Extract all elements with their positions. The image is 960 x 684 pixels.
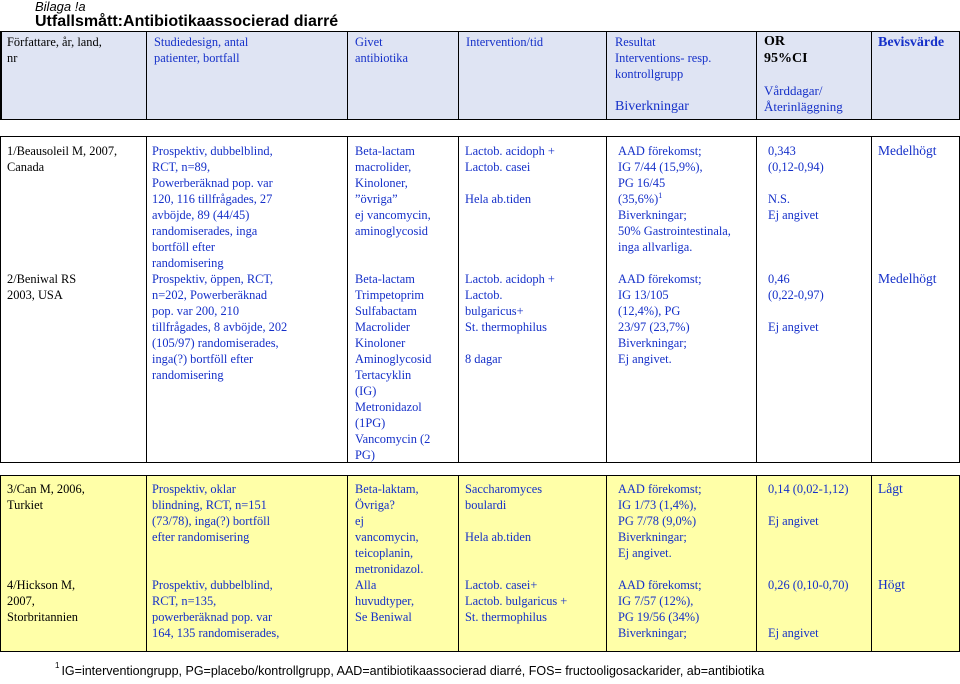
header-result: Resultat Interventions- resp. kontrollgrupp Biverkningar — [615, 35, 712, 114]
row-author: 3/Can M, 2006, Turkiet — [7, 482, 85, 512]
row-odds-ratio: 0,26 (0,10-0,70) Ej angivet — [768, 578, 849, 640]
row-intervention: Saccharomyces boulardi Hela ab.tiden — [465, 482, 543, 544]
row-odds-ratio: 0,343 (0,12-0,94) N.S. Ej angivet — [768, 144, 824, 222]
row-result: AAD förekomst; IG 13/105 (12,4%), PG 23/97 (23,7%) Biverkningar; Ej angivet. — [618, 272, 702, 366]
header-design: Studiedesign, antal patienter, bortfall — [154, 35, 249, 65]
footnote-text: IG=interventiongrupp, PG=placebo/kontrollgrupp, AAD=antibiotikaassocierad diarré, FOS= fructooligosackarider, ab=antibiotika — [61, 664, 765, 678]
row-author: 1/Beausoleil M, 2007, Canada — [7, 144, 118, 174]
row-result: AAD förekomst; IG 7/57 (12%), PG 19/56 (34%) Biverkningar; — [618, 578, 702, 640]
header-care-days: Vårddagar/ Återinläggning — [764, 83, 843, 114]
row-author: 4/Hickson M, 2007, Storbritannien — [7, 578, 78, 624]
header-or: OR 95%CI — [764, 34, 808, 66]
row-antibiotics: Beta-lactam Trimpetoprim Sulfabactam Macrolider Kinoloner Aminoglycosid Tertacyklin (IG) Metronidazol (1PG) Vancomycin (2 PG) — [355, 272, 432, 462]
row-evidence: Lågt — [878, 481, 903, 496]
row-evidence: Medelhögt — [878, 271, 937, 286]
row-evidence: Högt — [878, 577, 905, 592]
row-evidence: Medelhögt — [878, 143, 937, 158]
row-antibiotics: Beta-lactam macrolider, Kinoloner, ”övriga” ej vancomycin, aminoglycosid — [355, 144, 431, 238]
row-odds-ratio: 0,46 (0,22-0,97) Ej angivet — [768, 272, 824, 334]
header-intervention: Intervention/tid — [466, 35, 544, 49]
row-design: Prospektiv, dubbelblind, RCT, n=89, Powerberäknad pop. var 120, 116 tillfrågades, 27 avböjde, 89 (44/45) randomiserades, inga bortföll efter randomisering — [152, 144, 273, 270]
row-antibiotics: Alla huvudtyper, Se Beniwal — [355, 578, 415, 624]
row-intervention: Lactob. acidoph + Lactob. bulgaricus+ St. thermophilus 8 dagar — [465, 272, 555, 366]
row-design: Prospektiv, öppen, RCT, n=202, Powerberäknad pop. var 200, 210 tillfrågades, 8 avböjde, 202 (105/97) randomiserades, inga(?) bortföll efter randomisering — [152, 272, 288, 382]
row-result: AAD förekomst; IG 7/44 (15,9%), PG 16/45 $(35,6\%)^1$ Biverkningar; 50% Gastrointestinala, inga allvarliga. — [618, 144, 731, 254]
header-evidence: Bevisvärde — [878, 35, 945, 50]
row-author: 2/Beniwal RS 2003, USA — [7, 272, 77, 302]
footnote — [55, 661, 765, 678]
row-antibiotics: Beta-laktam, Övriga? ej vancomycin, teicoplanin, metronidazol. — [355, 482, 424, 576]
appendix-label: Bilaga !a — [35, 0, 86, 14]
page-title: Utfallsmått:Antibiotikaassocierad diarré — [35, 13, 339, 30]
row-design: Prospektiv, dubbelblind, RCT, n=135, powerberäknad pop. var 164, 135 randomiserades, — [152, 578, 280, 640]
row-design: Prospektiv, oklar blindning, RCT, n=151 (73/78), inga(?) bortföll efter randomisering — [152, 482, 271, 544]
row-intervention: Lactob. acidoph + Lactob. casei Hela ab.tiden — [465, 144, 555, 206]
row-odds-ratio: 0,14 (0,02-1,12) Ej angivet — [768, 482, 849, 528]
row-intervention: Lactob. casei+ Lactob. bulgaricus + St. thermophilus — [465, 578, 568, 624]
row-result: AAD förekomst; IG 1/73 (1,4%), PG 7/78 (9,0%) Biverkningar; Ej angivet. — [618, 482, 702, 560]
header-given-antibiotics: Givet antibiotika — [355, 35, 408, 65]
header-author: Författare, år, land, nr — [7, 35, 102, 65]
footnote-marker: 1 — [55, 661, 60, 670]
